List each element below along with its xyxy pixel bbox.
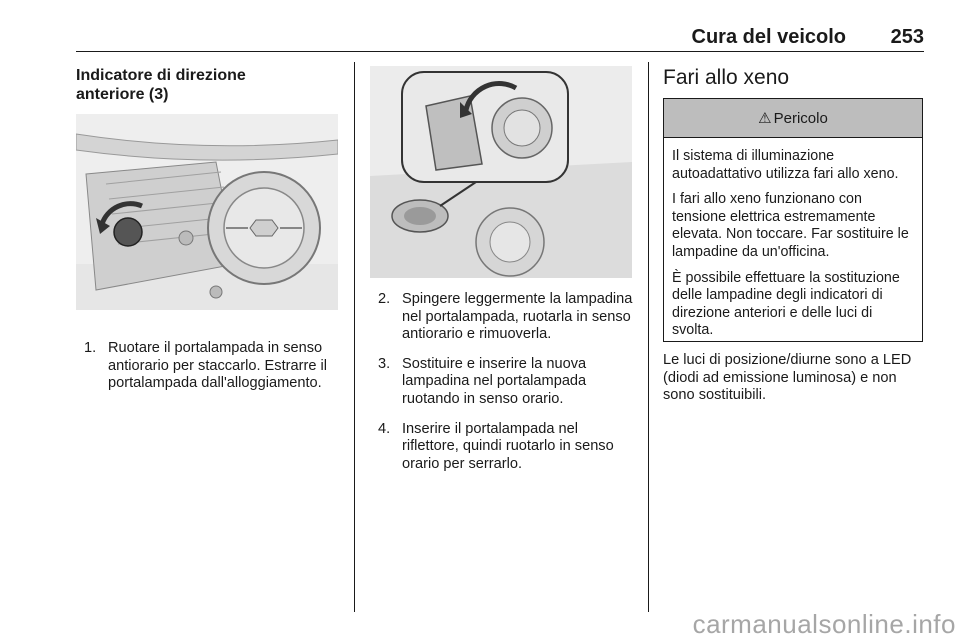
warning-paragraph: Il sistema di illuminazione autoadattativo utilizza fari allo xeno. bbox=[672, 148, 899, 182]
section-heading-xenon: Fari allo xeno bbox=[663, 66, 790, 89]
warning-paragraph: È possibile effettuare la sostituzione delle lampadine degli indicatori di direzione anteriori e delle luci di svolta. bbox=[672, 269, 900, 339]
step-item: 1. Ruotare il portalampada in senso antiorario per staccarlo. Estrarre il portalampada dall'alloggiamento. bbox=[84, 340, 327, 392]
warning-paragraph: I fari allo xeno funzionano con tensione elettrica estremamente elevata. Non toccare. Far sostituire le lampadine da un'officina. bbox=[672, 191, 909, 260]
page-header bbox=[76, 26, 924, 52]
watermark: carmanualsonline.info bbox=[692, 609, 956, 639]
step-item: 4. Inserire il portalampada nel riflettore, quindi ruotarlo in senso orario per serrarlo. bbox=[378, 420, 614, 472]
led-note: Le luci di posizione/diurne sono a LED (diodi ad emissione luminosa) e non sono sostituibili. bbox=[663, 352, 912, 404]
warning-title: Pericolo bbox=[773, 109, 828, 127]
steps-list-col2 bbox=[378, 291, 636, 485]
warning-box bbox=[663, 98, 923, 342]
section-heading-turn-indicator: Indicatore di direzione anteriore (3) bbox=[76, 67, 246, 103]
steps-list-col1 bbox=[84, 340, 342, 405]
illustration-turn-indicator-socket bbox=[76, 114, 338, 310]
page-number: 253 bbox=[890, 26, 924, 48]
warning-body bbox=[664, 138, 922, 340]
column-divider-2 bbox=[648, 62, 649, 612]
column-divider-1 bbox=[354, 62, 355, 612]
warning-header bbox=[664, 99, 922, 138]
step-item: 2. Spingere leggermente la lampadina nel portalampada, ruotarla in senso antiorario e rimuoverla. bbox=[378, 291, 633, 343]
warning-icon: ⚠ bbox=[758, 110, 772, 127]
header-rule bbox=[76, 51, 924, 52]
illustration-bulb-removal bbox=[370, 66, 632, 278]
step-item: 3. Sostituire e inserire la nuova lampadina nel portalampada ruotando in senso orario. bbox=[378, 355, 587, 407]
section-title: Cura del veicolo bbox=[691, 26, 846, 48]
